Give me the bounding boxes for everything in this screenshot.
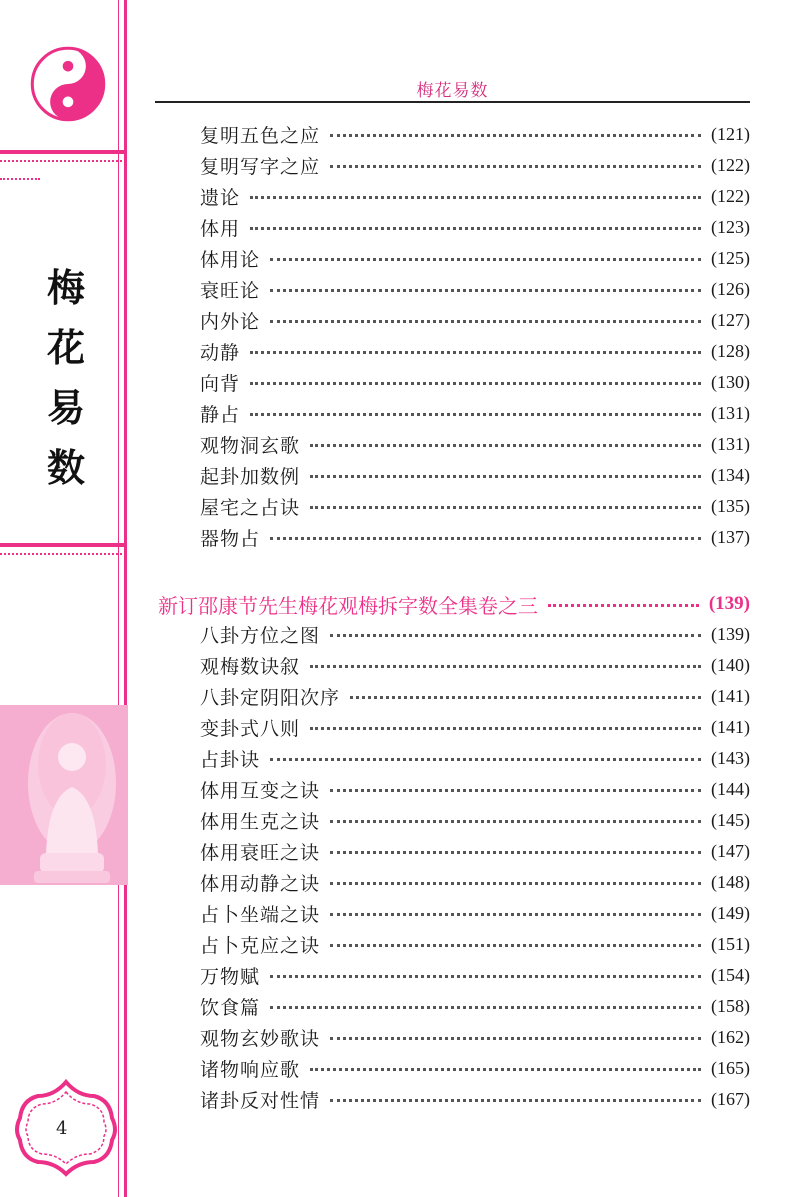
toc-entry-title: 体用 xyxy=(200,217,241,240)
toc-leader-dots xyxy=(330,1037,701,1040)
toc-leader-dots xyxy=(330,134,701,137)
toc-leader-dots xyxy=(330,851,701,854)
sidebar-title-char: 易 xyxy=(46,385,85,430)
sidebar-border-line xyxy=(124,0,127,1197)
toc-leader-dots xyxy=(330,913,701,916)
sidebar-band-mid xyxy=(0,543,126,547)
toc-entry-page: (126) xyxy=(711,278,750,299)
toc-leader-dots xyxy=(310,1068,701,1071)
toc-entry-title: 复明五色之应 xyxy=(200,124,321,147)
toc-entry-page: (125) xyxy=(711,247,750,268)
sidebar-dots-top xyxy=(0,160,126,164)
toc-leader-dots xyxy=(548,604,699,607)
toc-entry-title: 变卦式八则 xyxy=(200,717,301,740)
toc-entry-page: (140) xyxy=(711,654,750,675)
toc-leader-dots xyxy=(270,1006,701,1009)
toc-leader-dots xyxy=(330,882,701,885)
toc-entry-title: 向背 xyxy=(200,372,241,395)
yin-yang-icon xyxy=(30,46,106,122)
toc-entry-page: (139) xyxy=(711,623,750,644)
toc-entry-title: 屋宅之占诀 xyxy=(200,496,301,519)
sidebar-dots-top-short xyxy=(0,178,40,182)
toc-leader-dots xyxy=(250,413,701,416)
toc-entry-title: 观物玄妙歌诀 xyxy=(200,1027,321,1050)
toc-entry[interactable] xyxy=(200,961,750,989)
toc-leader-dots xyxy=(270,758,701,761)
toc-entry[interactable] xyxy=(200,306,750,334)
page-number: 4 xyxy=(56,1118,68,1139)
toc-entry-title: 静占 xyxy=(200,403,241,426)
toc-leader-dots xyxy=(330,1099,701,1102)
toc-leader-dots xyxy=(250,227,701,230)
toc-entry[interactable] xyxy=(200,930,750,958)
toc-entry-title: 万物赋 xyxy=(200,965,261,988)
toc-entry-title: 八卦方位之图 xyxy=(200,624,321,647)
toc-leader-dots xyxy=(270,537,701,540)
toc-entry-page: (128) xyxy=(711,340,750,361)
toc-entry-title: 体用论 xyxy=(200,248,261,271)
sidebar xyxy=(0,0,130,1197)
toc-leader-dots xyxy=(330,820,701,823)
sidebar-vertical-title xyxy=(38,258,94,498)
toc-entry[interactable] xyxy=(200,492,750,520)
toc-entry-page: (149) xyxy=(711,902,750,923)
toc-leader-dots xyxy=(350,696,701,699)
toc-entry[interactable] xyxy=(200,837,750,865)
toc-entry[interactable] xyxy=(200,182,750,210)
toc-entry-page: (144) xyxy=(711,778,750,799)
toc-leader-dots xyxy=(310,444,701,447)
sidebar-border-line-inner xyxy=(118,0,119,1197)
toc-section-heading[interactable] xyxy=(158,589,750,619)
toc-entry-page: (131) xyxy=(711,402,750,423)
sidebar-band-top xyxy=(0,150,126,154)
buddha-statue-image xyxy=(0,705,128,885)
toc-entry-page: (123) xyxy=(711,216,750,237)
toc-entry-title: 复明写字之应 xyxy=(200,155,321,178)
toc-entry-title: 诸卦反对性情 xyxy=(200,1089,321,1112)
toc-entry-page: (137) xyxy=(711,526,750,547)
toc-entry[interactable] xyxy=(200,806,750,834)
toc-entry[interactable] xyxy=(200,244,750,272)
toc-section-title: 新订邵康节先生梅花观梅拆字数全集卷之三 xyxy=(158,593,538,618)
toc-leader-dots xyxy=(310,665,701,668)
toc-section-page: (139) xyxy=(708,593,750,614)
toc-entry-title: 体用互变之诀 xyxy=(200,779,321,802)
toc-entry[interactable] xyxy=(200,651,750,679)
toc-leader-dots xyxy=(250,196,701,199)
toc-entry-title: 体用生克之诀 xyxy=(200,810,321,833)
toc-entry[interactable] xyxy=(200,620,750,648)
toc-entry[interactable] xyxy=(200,744,750,772)
toc-leader-dots xyxy=(250,351,701,354)
toc-entry-title: 内外论 xyxy=(200,310,261,333)
toc-entry[interactable] xyxy=(200,1085,750,1113)
toc-entry-page: (121) xyxy=(711,123,750,144)
toc-entry[interactable] xyxy=(200,461,750,489)
toc-entry-page: (134) xyxy=(711,464,750,485)
toc-entry[interactable] xyxy=(200,868,750,896)
toc-entry-title: 体用衰旺之诀 xyxy=(200,841,321,864)
sidebar-title-char: 数 xyxy=(46,445,85,490)
toc-entry-title: 观物洞玄歌 xyxy=(200,434,301,457)
toc-entry-page: (165) xyxy=(711,1057,750,1078)
toc-entry[interactable] xyxy=(200,120,750,148)
sidebar-title-char: 梅 xyxy=(46,265,85,310)
toc-leader-dots xyxy=(270,289,701,292)
toc-entry-page: (127) xyxy=(711,309,750,330)
toc-entry-title: 起卦加数例 xyxy=(200,465,301,488)
toc-entry-page: (151) xyxy=(711,933,750,954)
toc-entry-title: 遗论 xyxy=(200,186,241,209)
toc-entry[interactable] xyxy=(200,992,750,1020)
toc-entry[interactable] xyxy=(200,775,750,803)
toc-leader-dots xyxy=(270,320,701,323)
toc-entry[interactable] xyxy=(200,430,750,458)
toc-entry-page: (131) xyxy=(711,433,750,454)
toc-entry-page: (148) xyxy=(711,871,750,892)
toc-entry[interactable] xyxy=(200,899,750,927)
toc-leader-dots xyxy=(330,789,701,792)
toc-entry-title: 占卜克应之诀 xyxy=(200,934,321,957)
toc-entry-page: (135) xyxy=(711,495,750,516)
toc-leader-dots xyxy=(310,727,701,730)
toc-entry-page: (158) xyxy=(711,995,750,1016)
toc-entry-title: 诸物响应歌 xyxy=(200,1058,301,1081)
toc-entry-page: (162) xyxy=(711,1026,750,1047)
sidebar-title-char: 花 xyxy=(46,325,85,370)
toc-entry-page: (154) xyxy=(711,964,750,985)
toc-entry-title: 观梅数诀叙 xyxy=(200,655,301,678)
toc-leader-dots xyxy=(310,506,701,509)
toc-entry[interactable] xyxy=(200,213,750,241)
toc-entry-title: 占卦诀 xyxy=(200,748,261,771)
toc-entry-page: (122) xyxy=(711,154,750,175)
toc-entry-title: 八卦定阴阳次序 xyxy=(200,686,341,709)
toc-entry-page: (122) xyxy=(711,185,750,206)
toc-leader-dots xyxy=(250,382,701,385)
toc-entry-title: 器物占 xyxy=(200,527,261,550)
toc-leader-dots xyxy=(330,634,701,637)
running-header-title: 梅花易数 xyxy=(416,81,489,101)
toc-leader-dots xyxy=(330,944,701,947)
toc-entry[interactable] xyxy=(200,682,750,710)
toc-entry-page: (147) xyxy=(711,840,750,861)
sidebar-dots-mid xyxy=(0,553,126,557)
toc-entry-page: (141) xyxy=(711,716,750,737)
toc-entry-title: 体用动静之诀 xyxy=(200,872,321,895)
toc-entry-title: 占卜坐端之诀 xyxy=(200,903,321,926)
toc-entry[interactable] xyxy=(200,399,750,427)
toc-entry[interactable] xyxy=(200,368,750,396)
toc-entry-page: (167) xyxy=(711,1088,750,1109)
toc-entry-page: (130) xyxy=(711,371,750,392)
toc-leader-dots xyxy=(270,258,701,261)
toc-entry[interactable] xyxy=(200,337,750,365)
toc-leader-dots xyxy=(330,165,701,168)
toc-leader-dots xyxy=(310,475,701,478)
toc-entry-title: 动静 xyxy=(200,341,241,364)
toc-entry[interactable] xyxy=(200,151,750,179)
toc-leader-dots xyxy=(270,975,701,978)
toc-entry-page: (141) xyxy=(711,685,750,706)
toc-entry[interactable] xyxy=(200,523,750,551)
toc-entry[interactable] xyxy=(200,1054,750,1082)
toc-entry-title: 饮食篇 xyxy=(200,996,261,1019)
toc-entry-page: (145) xyxy=(711,809,750,830)
toc-entry-title: 衰旺论 xyxy=(200,279,261,302)
header-rule xyxy=(155,101,750,103)
toc-entry[interactable] xyxy=(200,713,750,741)
toc-entry[interactable] xyxy=(200,275,750,303)
toc-entry-page: (143) xyxy=(711,747,750,768)
toc-entry[interactable] xyxy=(200,1023,750,1051)
